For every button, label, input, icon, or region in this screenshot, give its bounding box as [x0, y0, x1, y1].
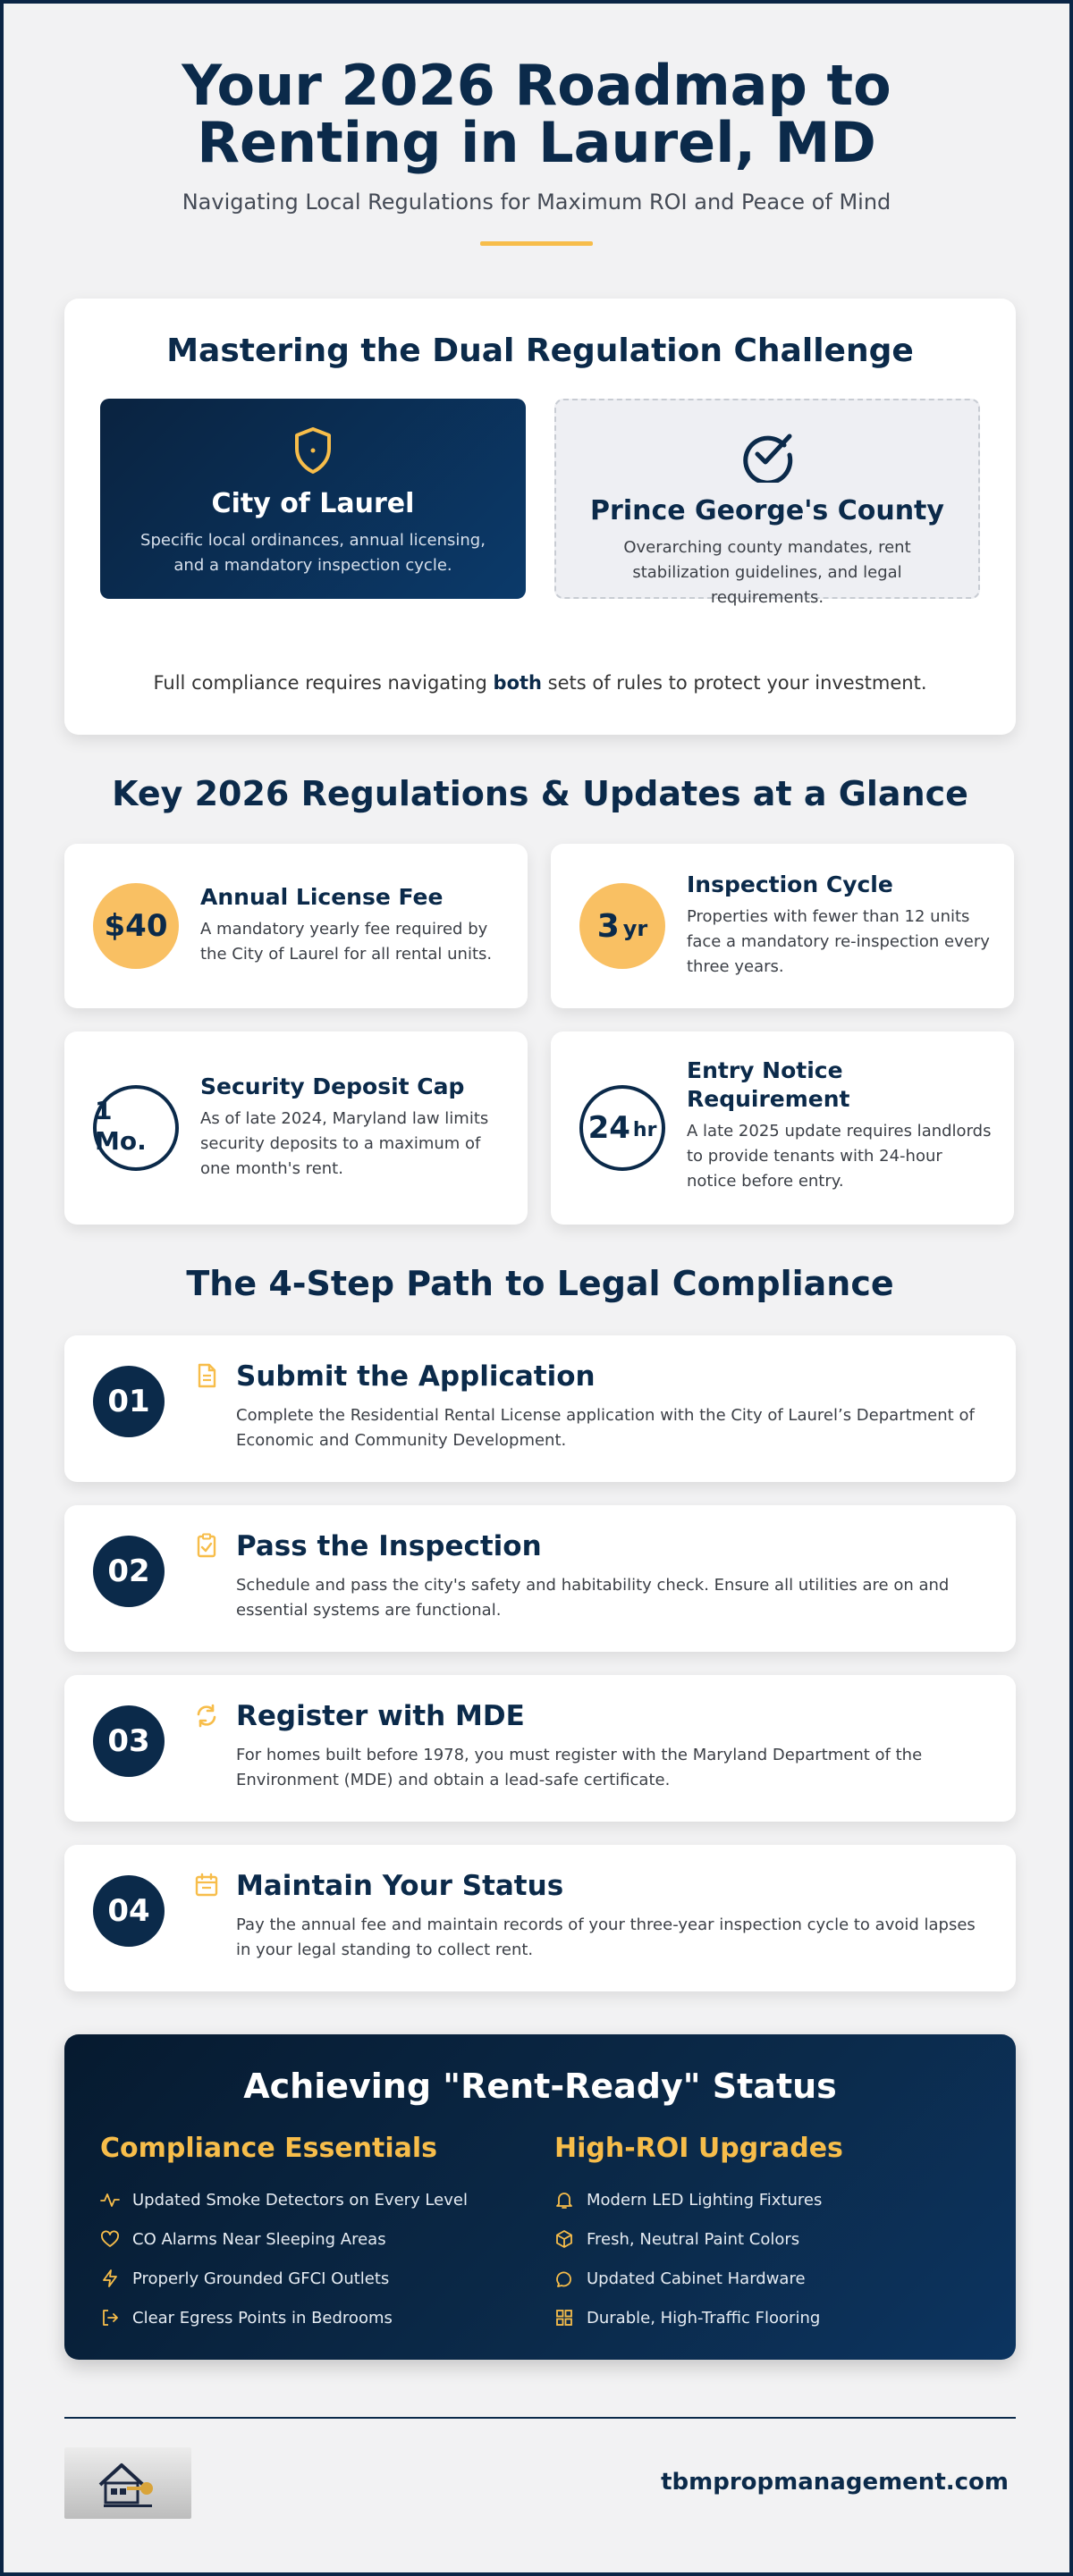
list-item — [100, 2298, 511, 2337]
footer-divider — [64, 2417, 1016, 2419]
step-card — [64, 1675, 1016, 1822]
bell-icon — [554, 2190, 574, 2210]
list-item — [100, 2180, 511, 2219]
steps-heading: The 4-Step Path to Legal Compliance — [186, 1264, 894, 1303]
hero — [4, 4, 1069, 246]
stat-card-security-deposit — [64, 1031, 528, 1225]
dual-footer-bold: both — [493, 672, 542, 694]
stat-card-license-fee — [64, 844, 528, 1008]
regs-heading: Key 2026 Regulations & Updates at a Glance — [112, 774, 968, 813]
page-subtitle: Navigating Local Regulations for Maximum ROI and Peace of Mind — [182, 189, 891, 215]
stat-card-entry-notice — [551, 1031, 1014, 1225]
high-roi-upgrades-column — [554, 2133, 966, 2337]
stat-title: Annual License Fee — [200, 884, 444, 910]
column-title: High-ROI Upgrades — [554, 2133, 843, 2164]
dual-footer-text — [64, 672, 1016, 694]
stat-card-inspection-cycle — [551, 844, 1014, 1008]
calendar-icon — [193, 1872, 220, 1898]
list-item-label: Properly Grounded GFCI Outlets — [132, 2269, 390, 2288]
prince-georges-county-box — [554, 399, 980, 607]
dual-footer-post: sets of rules to protect your investment. — [542, 672, 927, 694]
bolt-icon — [100, 2269, 120, 2288]
stat-badge-value: 3 — [596, 907, 620, 945]
stat-badge-value: 24 — [587, 1110, 630, 1146]
shield-icon — [290, 425, 336, 476]
step-desc: Pay the annual fee and maintain records of your three-year inspection cycle to avoid lapses in your legal standing to collect rent. — [236, 1915, 976, 1959]
step-number: 02 — [93, 1536, 165, 1607]
document-icon — [193, 1362, 220, 1389]
step-desc: Schedule and pass the city's safety and habitability check. Ensure all utilities are on and essential systems are functional. — [236, 1576, 950, 1620]
rent-ready-heading: Achieving "Rent-Ready" Status — [243, 2067, 837, 2106]
list-item-label: Durable, High-Traffic Flooring — [587, 2308, 821, 2328]
step-desc: Complete the Residential Rental License application with the City of Laurel’s Department of Economic and Community Development. — [236, 1406, 975, 1450]
rent-ready-panel — [64, 2034, 1016, 2360]
column-title: Compliance Essentials — [100, 2133, 438, 2164]
page-title: Your 2026 Roadmap to Renting in Laurel, MD — [182, 53, 891, 175]
step-title: Maintain Your Status — [236, 1870, 564, 1902]
check-circle-icon — [739, 427, 795, 483]
stat-desc: A mandatory yearly fee required by the City of Laurel for all rental units. — [200, 920, 493, 964]
website-link[interactable]: tbmpropmanagement.com — [661, 2469, 1009, 2496]
stat-title: Security Deposit Cap — [200, 1073, 465, 1099]
step-number: 04 — [93, 1875, 165, 1947]
step-card — [64, 1845, 1016, 1991]
title-divider — [480, 241, 593, 246]
cube-icon — [554, 2229, 574, 2249]
stat-badge — [93, 883, 179, 969]
compliance-essentials-column — [100, 2133, 511, 2337]
list-item-label: Fresh, Neutral Paint Colors — [587, 2229, 800, 2249]
stat-title: Entry Notice Requirement — [687, 1057, 850, 1112]
heart-icon — [100, 2229, 120, 2249]
county-desc: Overarching county mandates, rent stabilization guidelines, and legal requirements. — [623, 538, 911, 607]
stat-badge — [579, 883, 665, 969]
stat-badge-unit: yr — [622, 916, 648, 941]
stat-desc: A late 2025 update requires landlords to provide tenants with 24-hour notice before entry. — [687, 1122, 992, 1191]
stat-desc: As of late 2024, Maryland law limits security deposits to a maximum of one month's rent. — [200, 1109, 489, 1178]
step-desc: For homes built before 1978, you must register with the Maryland Department of the Environment (MDE) and obtain a lead-safe certificate. — [236, 1746, 923, 1789]
list-item-label: Clear Egress Points in Bedrooms — [132, 2308, 393, 2328]
step-card — [64, 1335, 1016, 1482]
list-item-label: Updated Cabinet Hardware — [587, 2269, 806, 2288]
list-item-label: Updated Smoke Detectors on Every Level — [132, 2190, 468, 2210]
step-title: Register with MDE — [236, 1700, 525, 1732]
city-title: City of Laurel — [211, 488, 415, 519]
step-title: Pass the Inspection — [236, 1530, 542, 1562]
stat-badge — [93, 1085, 179, 1171]
dual-footer-pre: Full compliance requires navigating — [153, 672, 494, 694]
list-item — [554, 2180, 966, 2219]
knob-icon — [554, 2269, 574, 2288]
list-item — [554, 2219, 966, 2259]
grid-icon — [554, 2308, 574, 2328]
list-item — [554, 2298, 966, 2337]
county-title: Prince George's County — [590, 495, 944, 526]
stat-badge-unit: hr — [632, 1118, 657, 1141]
list-item — [100, 2219, 511, 2259]
step-number: 01 — [93, 1366, 165, 1437]
refresh-icon — [193, 1702, 220, 1729]
step-title: Submit the Application — [236, 1360, 596, 1393]
pulse-icon — [100, 2190, 120, 2210]
dual-regulation-card — [64, 299, 1016, 735]
dual-heading: Mastering the Dual Regulation Challenge — [166, 333, 914, 369]
exit-icon — [100, 2308, 120, 2328]
list-item-label: Modern LED Lighting Fixtures — [587, 2190, 823, 2210]
list-item-label: CO Alarms Near Sleeping Areas — [132, 2229, 386, 2249]
step-card — [64, 1505, 1016, 1652]
house-key-logo-icon — [88, 2454, 168, 2512]
stat-desc: Properties with fewer than 12 units face a mandatory re-inspection every three years. — [687, 907, 990, 976]
stat-badge-value: $40 — [104, 908, 168, 944]
city-desc: Specific local ordinances, annual licensing, and a mandatory inspection cycle. — [140, 531, 486, 575]
step-number: 03 — [93, 1705, 165, 1777]
list-item — [554, 2259, 966, 2298]
stat-title: Inspection Cycle — [687, 871, 893, 897]
city-of-laurel-box — [100, 399, 526, 599]
list-item — [100, 2259, 511, 2298]
clipboard-check-icon — [193, 1532, 220, 1559]
stat-badge — [579, 1085, 665, 1171]
stat-badge-value: 1 Mo. — [95, 1096, 147, 1156]
company-logo — [64, 2447, 191, 2519]
